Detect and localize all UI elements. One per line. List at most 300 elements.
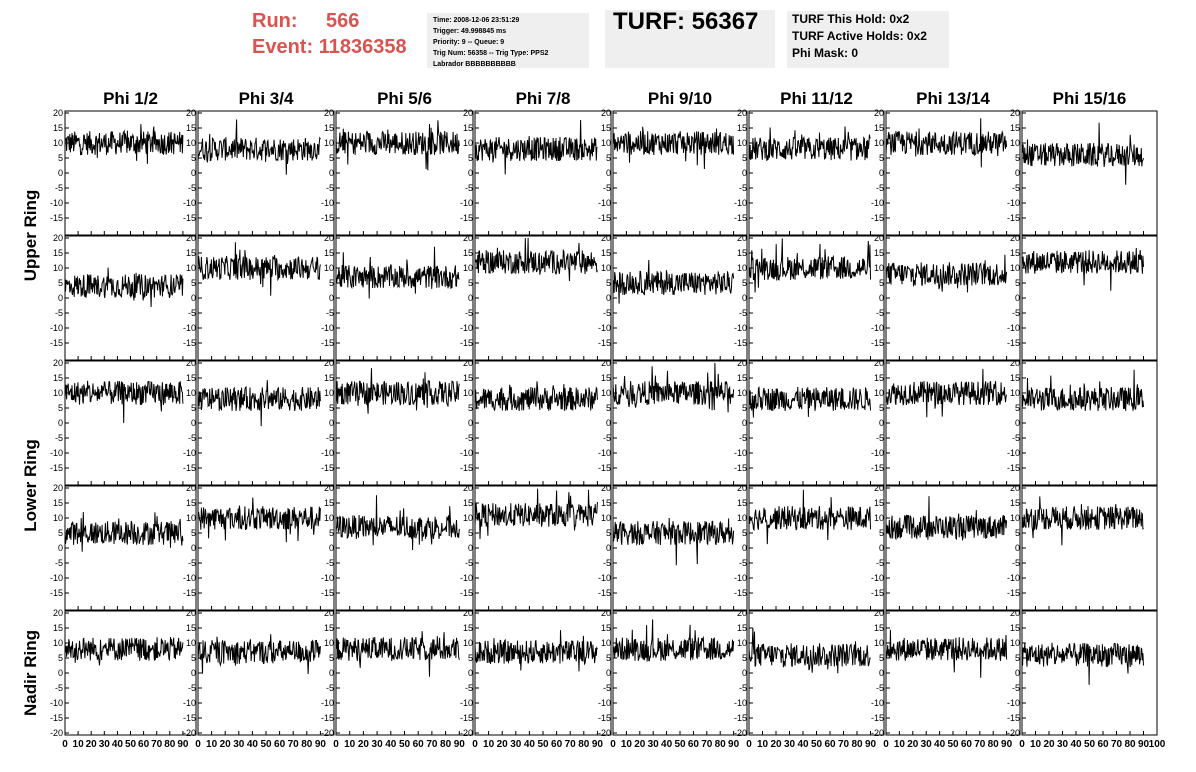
x-tick-label-c8-9: 90 (1137, 739, 1150, 750)
waveform-trace-r4-c1 (65, 512, 183, 552)
x-tick-label-c4-7: 70 (564, 739, 576, 750)
waveform-trace-r3-c4 (475, 381, 597, 411)
y-tick-label-r4-c7-2: 10 (873, 513, 884, 523)
y-tick-label-r4-c8-2: 10 (1009, 513, 1020, 523)
y-tick-label-r5-c4-3: 5 (467, 653, 473, 663)
y-tick-label-r1-c1-0: 20 (52, 108, 63, 118)
column-title-2: Phi 3/4 (238, 89, 294, 108)
panel-frame-r2-c6 (749, 236, 884, 360)
y-tick-label-r3-c6-4: 0 (741, 418, 747, 428)
x-tick-label-c2-3: 30 (233, 739, 245, 750)
y-tick-label-r3-c4-6: -10 (459, 448, 473, 458)
x-tick-label-c4-9: 90 (591, 739, 603, 750)
y-tick-label-r5-c1-3: 5 (57, 653, 63, 663)
y-tick-label-r3-c3-6: -10 (320, 448, 334, 458)
x-tick-label-c7-4: 40 (934, 739, 946, 750)
priority-line: Priority: 9 -- Queue: 9 (433, 39, 505, 46)
panel-frame-r3-c3 (336, 361, 473, 485)
y-tick-label-r2-c2-4: 0 (190, 293, 196, 303)
panel-frame-r1-c1 (65, 111, 196, 235)
y-tick-label-r2-c2-7: -15 (182, 338, 196, 348)
y-tick-label-r5-c4-5: -5 (464, 683, 473, 693)
y-tick-label-r4-c3-0: 20 (323, 483, 334, 493)
run-value: 566 (326, 10, 360, 32)
y-tick-label-r2-c4-7: -15 (459, 338, 473, 348)
column-title-1: Phi 1/2 (103, 89, 158, 108)
y-tick-label-r5-c3-2: 10 (323, 638, 334, 648)
y-tick-label-r2-c6-2: 10 (736, 263, 747, 273)
column-title-3: Phi 5/6 (377, 89, 432, 108)
y-tick-label-r4-c7-7: -15 (870, 588, 884, 598)
y-tick-label-r3-c2-2: 10 (185, 388, 196, 398)
y-tick-label-r2-c8-0: 20 (1009, 233, 1020, 243)
y-tick-label-r2-c5-6: -10 (597, 323, 611, 333)
y-tick-label-r2-c2-3: 5 (190, 278, 196, 288)
y-tick-label-r3-c3-4: 0 (328, 418, 334, 428)
y-tick-label-r3-c4-1: 15 (462, 373, 473, 383)
y-tick-label-r2-c4-6: -10 (459, 323, 473, 333)
y-tick-label-r1-c8-5: -5 (1011, 183, 1020, 193)
y-tick-label-r2-c6-1: 15 (736, 248, 747, 258)
y-tick-label-r1-c8-3: 5 (1014, 153, 1020, 163)
y-tick-label-r3-c7-7: -15 (870, 463, 884, 473)
y-tick-label-r3-c3-0: 20 (323, 358, 334, 368)
x-tick-label-c5-9: 90 (728, 739, 740, 750)
y-tick-label-r1-c4-1: 15 (462, 123, 473, 133)
panel-frame-r4-c7 (886, 486, 1020, 610)
y-tick-label-r2-c3-6: -10 (320, 323, 334, 333)
y-tick-label-r4-c1-2: 10 (52, 513, 63, 523)
y-tick-label-r5-c5-2: 10 (600, 638, 611, 648)
y-tick-label-r1-c4-2: 10 (462, 138, 473, 148)
y-tick-label-r4-c7-5: -5 (875, 558, 884, 568)
waveform-trace-r5-c4 (475, 630, 597, 671)
turf-active-holds: TURF Active Holds: 0x2 (792, 29, 927, 43)
y-tick-label-r1-c7-0: 20 (873, 108, 884, 118)
panel-frame-r4-c1 (65, 486, 196, 610)
y-tick-label-r2-c3-5: -5 (325, 308, 334, 318)
y-tick-label-r3-c8-7: -15 (1006, 463, 1020, 473)
y-tick-label-r5-c3-4: 0 (328, 668, 334, 678)
y-tick-label-r3-c8-0: 20 (1009, 358, 1020, 368)
y-tick-label-r5-c2-8: -20 (182, 728, 196, 738)
y-tick-label-r4-c6-3: 5 (741, 528, 747, 538)
y-tick-label-r4-c5-6: -10 (597, 573, 611, 583)
x-tick-label-c5-8: 80 (714, 739, 726, 750)
y-tick-label-r2-c8-5: -5 (1011, 308, 1020, 318)
y-tick-label-r3-c6-5: -5 (738, 433, 747, 443)
panel-frame-r1-c7 (886, 111, 1020, 235)
y-tick-label-r3-c5-4: 0 (605, 418, 611, 428)
x-tick-label-c7-0: 0 (883, 739, 889, 750)
y-tick-label-r4-c8-4: 0 (1014, 543, 1020, 553)
y-tick-label-r2-c8-2: 10 (1009, 263, 1020, 273)
y-tick-label-r2-c3-4: 0 (328, 293, 334, 303)
y-tick-label-r1-c1-5: -5 (54, 183, 63, 193)
x-tick-label-c6-0: 0 (746, 739, 752, 750)
y-tick-label-r5-c6-8: -20 (733, 728, 747, 738)
waveform-trace-r4-c7 (886, 496, 1007, 540)
y-tick-label-r3-c4-3: 5 (467, 403, 473, 413)
y-tick-label-r3-c1-4: 0 (57, 418, 63, 428)
y-tick-label-r5-c4-8: -20 (459, 728, 473, 738)
y-tick-label-r3-c5-5: -5 (602, 433, 611, 443)
y-tick-label-r5-c6-2: 10 (736, 638, 747, 648)
y-tick-label-r3-c6-3: 5 (741, 403, 747, 413)
panel-frame-r5-c4 (475, 611, 611, 735)
labrador-line: Labrador BBBBBBBBBB (433, 61, 516, 68)
y-tick-label-r2-c1-6: -10 (49, 323, 63, 333)
x-tick-label-c5-2: 20 (634, 739, 646, 750)
x-tick-label-c3-1: 10 (344, 739, 356, 750)
y-tick-label-r3-c4-2: 10 (462, 388, 473, 398)
y-tick-label-r5-c3-6: -10 (320, 698, 334, 708)
y-tick-label-r3-c8-6: -10 (1006, 448, 1020, 458)
x-tick-label-c7-6: 60 (960, 739, 972, 750)
y-tick-label-r3-c8-5: -5 (1011, 433, 1020, 443)
y-tick-label-r4-c1-1: 15 (52, 498, 63, 508)
y-tick-label-r2-c3-3: 5 (328, 278, 334, 288)
y-tick-label-r3-c5-2: 10 (600, 388, 611, 398)
trigger-line: Trigger: 49.998845 ms (433, 28, 507, 35)
y-tick-label-r4-c7-0: 20 (873, 483, 884, 493)
y-tick-label-r2-c5-1: 15 (600, 248, 611, 258)
y-tick-label-r1-c6-2: 10 (736, 138, 747, 148)
y-tick-label-r2-c7-2: 10 (873, 263, 884, 273)
y-tick-label-r5-c7-3: 5 (878, 653, 884, 663)
y-tick-label-r2-c8-1: 15 (1009, 248, 1020, 258)
y-tick-label-r3-c7-6: -10 (870, 448, 884, 458)
x-tick-label-c5-6: 60 (687, 739, 699, 750)
y-tick-label-r3-c1-1: 15 (52, 373, 63, 383)
y-tick-label-r2-c8-3: 5 (1014, 278, 1020, 288)
y-tick-label-r1-c7-6: -10 (870, 198, 884, 208)
y-tick-label-r1-c6-3: 5 (741, 153, 747, 163)
y-tick-label-r4-c2-7: -15 (182, 588, 196, 598)
y-tick-label-r4-c5-4: 0 (605, 543, 611, 553)
y-tick-label-r3-c3-7: -15 (320, 463, 334, 473)
y-tick-label-r3-c8-3: 5 (1014, 403, 1020, 413)
x-tick-label-c6-7: 70 (837, 739, 850, 750)
y-tick-label-r5-c8-4: 0 (1014, 668, 1020, 678)
y-tick-label-r1-c7-1: 15 (873, 123, 884, 133)
x-tick-label-c4-8: 80 (578, 739, 590, 750)
panel-frame-r1-c5 (613, 111, 747, 235)
y-tick-label-r5-c6-0: 20 (736, 608, 747, 618)
x-tick-label-c6-2: 20 (770, 739, 782, 750)
y-tick-label-r3-c5-3: 5 (605, 403, 611, 413)
y-tick-label-r3-c1-2: 10 (52, 388, 63, 398)
x-tick-label-c6-9: 90 (864, 739, 877, 750)
y-tick-label-r5-c8-1: 15 (1009, 623, 1020, 633)
panel-frame-r3-c8 (1022, 361, 1157, 485)
y-tick-label-r3-c1-6: -10 (49, 448, 63, 458)
y-tick-label-r3-c6-7: -15 (733, 463, 747, 473)
y-tick-label-r1-c3-3: 5 (328, 153, 334, 163)
y-tick-label-r3-c1-5: -5 (54, 433, 63, 443)
y-tick-label-r4-c2-5: -5 (187, 558, 196, 568)
panel-frame-r2-c4 (475, 236, 611, 360)
x-tick-label-c8-3: 30 (1056, 739, 1069, 750)
y-tick-label-r5-c5-5: -5 (602, 683, 611, 693)
y-tick-label-r5-c2-5: -5 (187, 683, 196, 693)
y-tick-label-r4-c3-1: 15 (323, 498, 334, 508)
y-tick-label-r5-c4-1: 15 (462, 623, 473, 633)
y-tick-label-r1-c3-4: 0 (328, 168, 334, 178)
x-tick-label-c8-6: 60 (1097, 739, 1109, 750)
x-tick-label-c8-1: 10 (1029, 739, 1042, 750)
x-tick-label-c7-8: 80 (987, 739, 999, 750)
waveform-trace-r2-c6 (749, 238, 871, 292)
waveform-trace-r1-c2 (198, 120, 320, 175)
y-tick-label-r4-c1-7: -15 (49, 588, 63, 598)
y-tick-label-r2-c8-6: -10 (1006, 323, 1020, 333)
waveform-trace-r4-c5 (613, 518, 734, 565)
y-tick-label-r1-c8-4: 0 (1014, 168, 1020, 178)
y-tick-label-r2-c1-1: 15 (52, 248, 63, 258)
y-tick-label-r5-c3-1: 15 (323, 623, 334, 633)
y-tick-label-r3-c6-1: 15 (736, 373, 747, 383)
y-tick-label-r5-c1-7: -15 (49, 713, 63, 723)
y-tick-label-r1-c4-6: -10 (459, 198, 473, 208)
x-tick-label-c1-0: 0 (62, 739, 68, 750)
y-tick-label-r5-c2-3: 5 (190, 653, 196, 663)
y-tick-label-r2-c8-4: 0 (1014, 293, 1020, 303)
x-tick-label-c4-1: 10 (483, 739, 495, 750)
y-tick-label-r5-c1-2: 10 (52, 638, 63, 648)
y-tick-label-r2-c5-4: 0 (605, 293, 611, 303)
y-tick-label-r4-c1-5: -5 (54, 558, 63, 568)
phi-mask: Phi Mask: 0 (792, 46, 859, 60)
panel-frame-r4-c5 (613, 486, 747, 610)
turf-this-hold: TURF This Hold: 0x2 (792, 12, 910, 26)
y-tick-label-r2-c2-1: 15 (185, 248, 196, 258)
y-tick-label-r4-c3-3: 5 (328, 528, 334, 538)
y-tick-label-r2-c5-5: -5 (602, 308, 611, 318)
y-tick-label-r2-c5-0: 20 (600, 233, 611, 243)
waveform-trace-r3-c5 (613, 363, 734, 412)
y-tick-label-r1-c8-7: -15 (1006, 213, 1020, 223)
waveform-trace-r2-c5 (613, 260, 734, 304)
waveform-trace-r5-c5 (613, 619, 734, 661)
x-tick-label-c1-8: 80 (164, 739, 176, 750)
x-tick-label-c3-7: 70 (426, 739, 438, 750)
y-tick-label-r2-c1-5: -5 (54, 308, 63, 318)
y-tick-label-r4-c8-0: 20 (1009, 483, 1020, 493)
y-tick-label-r1-c6-1: 15 (736, 123, 747, 133)
y-tick-label-r4-c7-1: 15 (873, 498, 884, 508)
x-tick-label-c3-4: 40 (385, 739, 397, 750)
y-tick-label-r5-c7-8: -20 (870, 728, 884, 738)
x-tick-label-c8-8: 80 (1124, 739, 1136, 750)
y-tick-label-r4-c7-4: 0 (878, 543, 884, 553)
y-tick-label-r1-c5-7: -15 (597, 213, 611, 223)
y-tick-label-r4-c2-6: -10 (182, 573, 196, 583)
y-tick-label-r1-c1-4: 0 (57, 168, 63, 178)
y-tick-label-r1-c6-5: -5 (738, 183, 747, 193)
y-tick-label-r5-c4-2: 10 (462, 638, 473, 648)
y-tick-label-r5-c1-0: 20 (52, 608, 63, 618)
y-tick-label-r4-c3-7: -15 (320, 588, 334, 598)
y-tick-label-r5-c6-4: 0 (741, 668, 747, 678)
y-tick-label-r5-c5-8: -20 (597, 728, 611, 738)
y-tick-label-r5-c2-6: -10 (182, 698, 196, 708)
y-tick-label-r4-c2-2: 10 (185, 513, 196, 523)
y-tick-label-r2-c1-7: -15 (49, 338, 63, 348)
y-tick-label-r3-c8-2: 10 (1009, 388, 1020, 398)
y-tick-label-r2-c6-0: 20 (736, 233, 747, 243)
waveform-trace-r1-c8 (1022, 123, 1144, 185)
y-tick-label-r3-c5-6: -10 (597, 448, 611, 458)
y-tick-label-r3-c1-0: 20 (52, 358, 63, 368)
y-tick-label-r1-c8-1: 15 (1009, 123, 1020, 133)
x-tick-label-c2-4: 40 (246, 739, 258, 750)
y-tick-label-r1-c2-4: 0 (190, 168, 196, 178)
y-tick-label-r1-c2-1: 15 (185, 123, 196, 133)
y-tick-label-r5-c7-0: 20 (873, 608, 884, 618)
y-tick-label-r3-c3-2: 10 (323, 388, 334, 398)
y-tick-label-r2-c7-6: -10 (870, 323, 884, 333)
y-tick-label-r2-c6-4: 0 (741, 293, 747, 303)
y-tick-label-r4-c4-7: -15 (459, 588, 473, 598)
y-tick-label-r2-c4-3: 5 (467, 278, 473, 288)
x-tick-label-c2-0: 0 (195, 739, 201, 750)
y-tick-label-r2-c3-0: 20 (323, 233, 334, 243)
waveform-trace-r1-c4 (475, 120, 597, 174)
y-tick-label-r3-c1-3: 5 (57, 403, 63, 413)
y-tick-label-r1-c1-1: 15 (52, 123, 63, 133)
y-tick-label-r2-c2-2: 10 (185, 263, 196, 273)
y-tick-label-r1-c2-0: 20 (185, 108, 196, 118)
x-tick-label-c4-3: 30 (510, 739, 522, 750)
x-tick-label-c4-5: 50 (537, 739, 549, 750)
y-tick-label-r4-c6-1: 15 (736, 498, 747, 508)
y-tick-label-r2-c5-7: -15 (597, 338, 611, 348)
x-tick-label-c5-7: 70 (701, 739, 713, 750)
panel-frame-r5-c5 (613, 611, 747, 735)
y-tick-label-r1-c6-4: 0 (741, 168, 747, 178)
y-tick-label-r2-c7-1: 15 (873, 248, 884, 258)
y-tick-label-r4-c4-4: 0 (467, 543, 473, 553)
y-tick-label-r4-c2-0: 20 (185, 483, 196, 493)
y-tick-label-r5-c7-6: -10 (870, 698, 884, 708)
y-tick-label-r5-c1-6: -10 (49, 698, 63, 708)
x-tick-label-c4-4: 40 (523, 739, 535, 750)
y-tick-label-r2-c7-7: -15 (870, 338, 884, 348)
event-label: Event: (252, 36, 314, 58)
panel-frame-r5-c7 (886, 611, 1020, 735)
x-tick-label-c1-7: 70 (151, 739, 163, 750)
x-tick-label-c4-2: 20 (496, 739, 508, 750)
x-tick-label-c2-2: 20 (219, 739, 231, 750)
x-tick-label-c3-3: 30 (371, 739, 383, 750)
x-tick-label-c5-5: 50 (674, 739, 686, 750)
y-tick-label-r3-c4-5: -5 (464, 433, 473, 443)
panel-frame-r2-c1 (65, 236, 196, 360)
y-tick-label-r4-c7-3: 5 (878, 528, 884, 538)
waveform-trace-r3-c2 (198, 380, 320, 426)
y-tick-label-r4-c1-0: 20 (52, 483, 63, 493)
y-tick-label-r1-c6-0: 20 (736, 108, 747, 118)
turf-title: TURF: 56367 (613, 8, 759, 35)
y-tick-label-r5-c8-0: 20 (1009, 608, 1020, 618)
x-tick-label-c6-5: 50 (810, 739, 823, 750)
panel-frame-r1-c3 (336, 111, 473, 235)
y-tick-label-r4-c5-7: -15 (597, 588, 611, 598)
y-tick-label-r5-c6-6: -10 (733, 698, 747, 708)
y-tick-label-r1-c3-0: 20 (323, 108, 334, 118)
y-tick-label-r5-c5-7: -15 (597, 713, 611, 723)
waveform-trace-r4-c6 (749, 490, 871, 544)
x-tick-label-c7-9: 90 (1001, 739, 1013, 750)
y-tick-label-r4-c2-4: 0 (190, 543, 196, 553)
y-tick-label-r1-c7-7: -15 (870, 213, 884, 223)
y-tick-label-r5-c5-1: 15 (600, 623, 611, 633)
y-tick-label-r5-c7-1: 15 (873, 623, 884, 633)
x-tick-label-c4-6: 60 (551, 739, 563, 750)
panel-frame-r1-c6 (749, 111, 884, 235)
y-tick-label-r3-c5-1: 15 (600, 373, 611, 383)
y-tick-label-r4-c2-3: 5 (190, 528, 196, 538)
y-tick-label-r3-c8-1: 15 (1009, 373, 1020, 383)
y-tick-label-r5-c1-8: -20 (49, 728, 63, 738)
y-tick-label-r1-c3-2: 10 (323, 138, 334, 148)
y-tick-label-r5-c7-2: 10 (873, 638, 884, 648)
x-tick-label-c3-2: 20 (357, 739, 369, 750)
y-tick-label-r3-c2-7: -15 (182, 463, 196, 473)
y-tick-label-r4-c6-4: 0 (741, 543, 747, 553)
x-tick-label-c3-5: 50 (398, 739, 411, 750)
y-tick-label-r3-c2-5: -5 (187, 433, 196, 443)
x-tick-label-c6-1: 10 (756, 739, 769, 750)
waveform-trace-r1-c7 (886, 118, 1007, 167)
y-tick-label-r3-c2-3: 5 (190, 403, 196, 413)
y-tick-label-r1-c6-6: -10 (733, 198, 747, 208)
y-tick-label-r3-c8-4: 0 (1014, 418, 1020, 428)
y-tick-label-r5-c3-8: -20 (320, 728, 334, 738)
y-tick-label-r2-c2-0: 20 (185, 233, 196, 243)
y-tick-label-r2-c6-6: -10 (733, 323, 747, 333)
y-tick-label-r4-c3-2: 10 (323, 513, 334, 523)
column-title-6: Phi 11/12 (780, 89, 853, 108)
y-tick-label-r3-c6-6: -10 (733, 448, 747, 458)
panel-frame-r2-c2 (198, 236, 334, 360)
x-tick-label-c3-0: 0 (333, 739, 339, 750)
y-tick-label-r5-c1-1: 15 (52, 623, 63, 633)
x-tick-label-c7-1: 10 (893, 739, 905, 750)
y-tick-label-r1-c2-7: -15 (182, 213, 196, 223)
y-tick-label-r1-c4-4: 0 (467, 168, 473, 178)
y-tick-label-r3-c4-0: 20 (462, 358, 473, 368)
y-tick-label-r1-c7-5: -5 (875, 183, 884, 193)
y-tick-label-r3-c1-7: -15 (49, 463, 63, 473)
waveform-trace-r5-c1 (65, 637, 183, 665)
panel-frame-r2-c3 (336, 236, 473, 360)
column-title-5: Phi 9/10 (647, 89, 713, 108)
y-tick-label-r2-c3-2: 10 (323, 263, 334, 273)
y-tick-label-r4-c5-1: 15 (600, 498, 611, 508)
panel-frame-r4-c3 (336, 486, 473, 610)
x-tick-label-c2-7: 70 (287, 739, 299, 750)
y-tick-label-r4-c8-7: -15 (1006, 588, 1020, 598)
y-tick-label-r2-c2-5: -5 (187, 308, 196, 318)
waveform-trace-r3-c3 (336, 368, 459, 414)
panel-frame-r3-c4 (475, 361, 611, 485)
x-tick-label-c6-8: 80 (851, 739, 863, 750)
ring-label-nadir-ring: Nadir Ring (21, 630, 40, 716)
y-tick-label-r4-c4-0: 20 (462, 483, 473, 493)
panel-frame-r5-c3 (336, 611, 473, 735)
